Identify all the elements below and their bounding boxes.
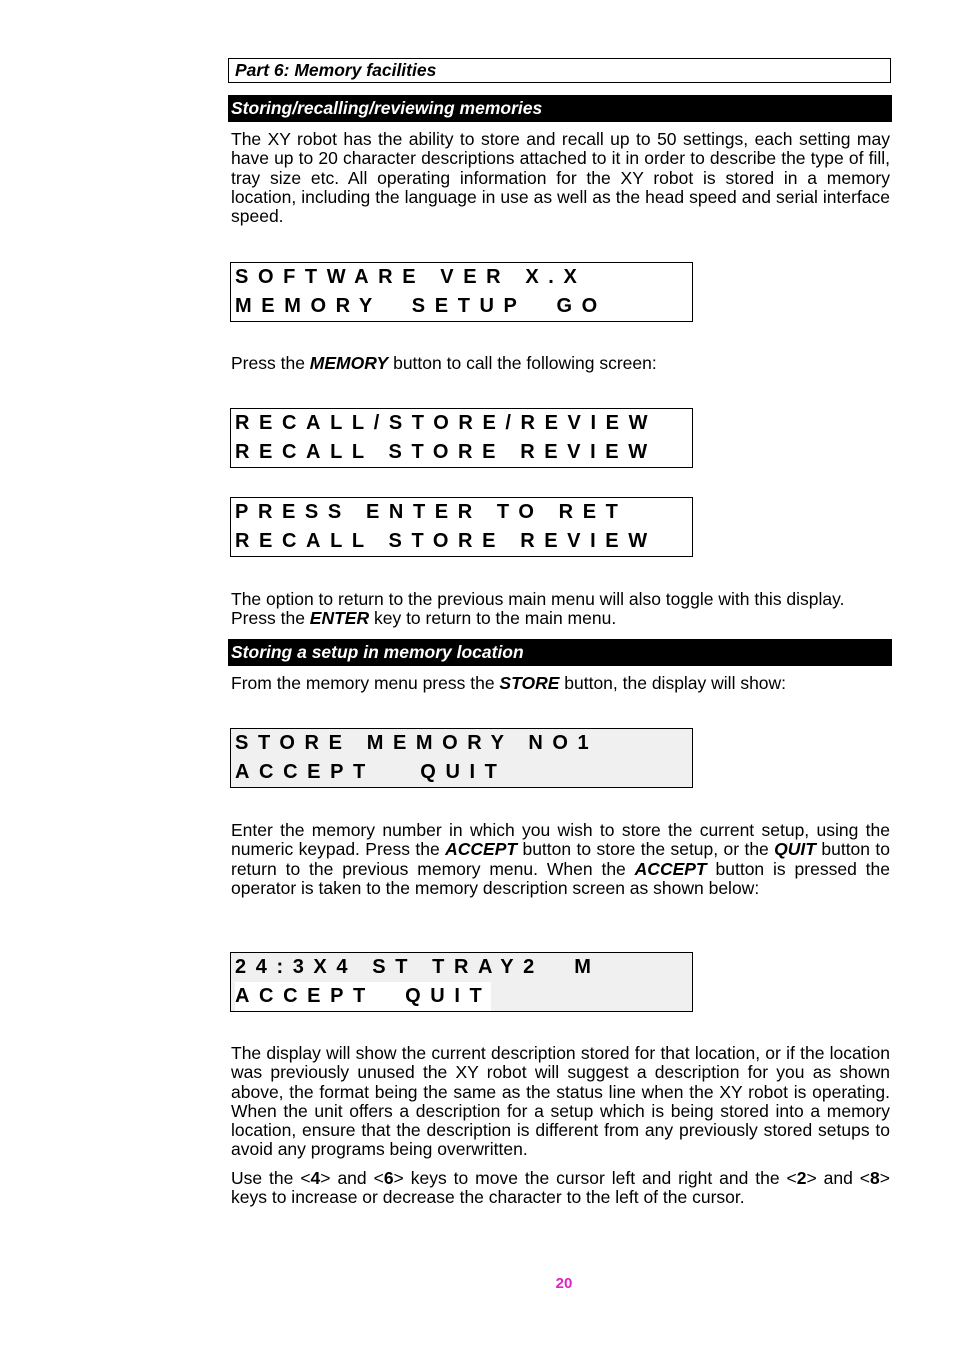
lcd-line-1: PRESS ENTER TO RET [235, 501, 628, 523]
text: button, the display will show: [559, 673, 787, 693]
section-title-storing: Storing a setup in memory location [228, 639, 892, 666]
lcd-line-2: RECALL STORE REVIEW [235, 530, 657, 552]
key-2: 2 [796, 1168, 807, 1188]
display-text: The display will show the current description stored for that location, or if the location was previously unused the XY robot will suggest a description for you as shown above, the format being the same as the status line when the XY robot is operating. When the unit offers a description for a setup which is being stored into a memory location, ensure that the description is different from any previously stored setups to avoid any programs being overwritten. [231, 1043, 890, 1160]
intro-text: The XY robot has the ability to store and recall up to 50 settings, each setting may have up to 20 character descriptions attached to it in order to describe the type of fill, tray size etc. All operating information for the XY robot is stored in a memory location, including the language in use as well as the head speed and serial interface speed. [231, 129, 890, 227]
enter-keyword: ENTER [309, 608, 370, 629]
lcd-display-main [230, 262, 693, 322]
lcd-line-2: ACCEPT QUIT [235, 982, 491, 1011]
key-8: 8 [870, 1168, 880, 1188]
text: > and < [320, 1168, 384, 1188]
intro-paragraph [231, 130, 890, 226]
accept-keyword: ACCEPT [634, 858, 707, 879]
store-keyword: STORE [499, 673, 560, 693]
lcd-line-2: ACCEPT QUIT [235, 761, 507, 783]
text: key to return to the main menu. [369, 608, 617, 629]
section-title-memories: Storing/recalling/reviewing memories [228, 95, 892, 122]
text: The option to return to the previous main menu will also toggle with this display. Press the [231, 589, 845, 629]
text: Use the < [231, 1168, 311, 1188]
lcd-line-1: RECALL/STORE/REVIEW [235, 412, 658, 434]
keys-paragraph [231, 1169, 890, 1208]
accept-keyword: ACCEPT [445, 839, 518, 860]
lcd-line-1: STORE MEMORY NO1 [235, 732, 599, 754]
press-memory-paragraph [231, 354, 890, 373]
page-number: 20 [555, 1275, 573, 1292]
lcd-display-store-memory [230, 728, 693, 788]
lcd-line-1: SOFTWARE VER X.X [235, 266, 587, 288]
key-4: 4 [310, 1168, 321, 1188]
lcd-line-2: MEMORY SETUP GO [235, 295, 607, 317]
text: Enter the memory number in which you wish to store the current setup, using the numeric keypad. Press the [231, 820, 890, 860]
lcd-display-description [230, 952, 693, 1012]
text: button to call the following screen: [388, 353, 657, 373]
display-description-paragraph [231, 1044, 890, 1160]
enter-memory-paragraph [231, 821, 890, 898]
key-6: 6 [383, 1168, 394, 1188]
memory-keyword: MEMORY [309, 353, 389, 373]
text: button to return to the previous memory menu. When the [231, 839, 890, 879]
press-store-paragraph [231, 674, 890, 693]
text: From the memory menu press the [231, 673, 500, 693]
text: > keys to move the cursor left and right and the < [393, 1168, 797, 1188]
lcd-display-press-enter [230, 497, 693, 557]
return-paragraph [231, 590, 890, 629]
lcd-line-2: RECALL STORE REVIEW [235, 441, 657, 463]
lcd-display-recall-menu [230, 408, 693, 468]
text: > and < [806, 1168, 871, 1188]
quit-keyword: QUIT [774, 839, 816, 860]
lcd-line-1: 24:3X4 ST TRAY2 M [235, 956, 601, 978]
part-header: Part 6: Memory facilities [228, 58, 891, 83]
text: button is pressed the operator is taken to the memory description screen as shown below: [231, 858, 891, 898]
text: button to store the setup, or the [517, 839, 775, 860]
text: > keys to increase or decrease the character to the left of the cursor. [231, 1168, 890, 1208]
text: Press the [231, 353, 310, 373]
